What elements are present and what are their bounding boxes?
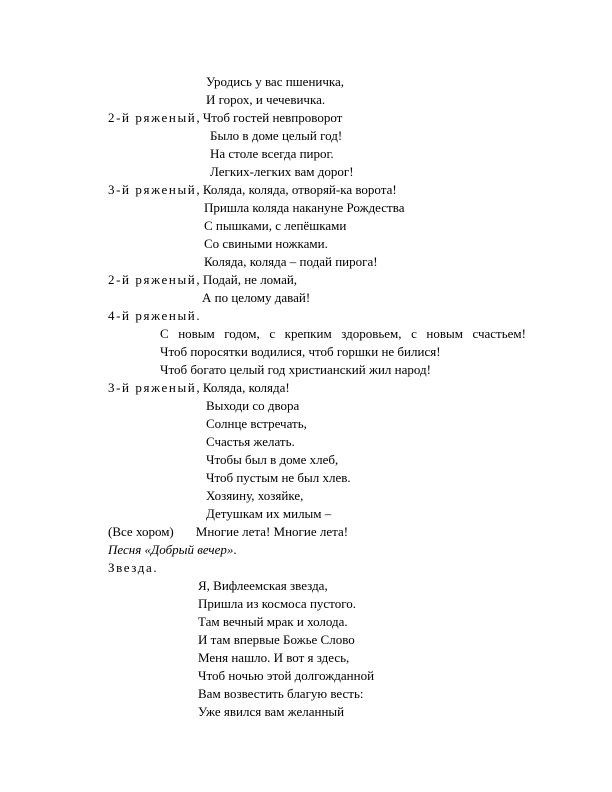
speaker-line xyxy=(108,182,397,197)
verse-line: И горох, и чечевичка. xyxy=(206,92,326,107)
verse-text: . xyxy=(196,308,200,323)
verse-line: Солнце встречать, xyxy=(206,416,307,431)
word: С xyxy=(160,326,169,341)
verse-text: , Подай, не ломай, xyxy=(196,272,298,287)
verse-line: Там вечный мрак и холода. xyxy=(198,614,348,629)
word: счастьем! xyxy=(472,326,526,341)
verse-text: . xyxy=(233,542,237,557)
verse-line: А по целому давай! xyxy=(202,290,311,305)
speaker-name: 4-й ряженый xyxy=(108,308,197,323)
word: годом, xyxy=(224,326,260,341)
verse-line: Уже явился вам желанный xyxy=(198,704,345,719)
word: новым xyxy=(426,326,463,341)
verse-line: Чтоб ночью этой долгожданной xyxy=(198,668,375,683)
speaker-name: 3-й ряженый xyxy=(108,380,197,395)
verse-line: Чтоб поросятки водилися, чтоб горшки не билися! xyxy=(160,344,441,359)
verse-line: Уродись у вас пшеничка, xyxy=(206,74,345,89)
chorus-line xyxy=(108,524,348,539)
speaker-name: 2-й ряженый xyxy=(108,110,197,125)
verse-line: С пышками, с лепёшками xyxy=(204,218,347,233)
speaker-line xyxy=(108,272,297,287)
word: новым xyxy=(178,326,215,341)
verse-line: И там впервые Божье Слово xyxy=(198,632,355,647)
verse-line: Пришла из космоса пустого. xyxy=(198,596,356,611)
verse-text: , Коляда, коляда! xyxy=(196,380,290,395)
speaker-name: 3-й ряженый xyxy=(108,182,197,197)
verse-line: Чтобы был в доме хлеб, xyxy=(206,452,339,467)
verse-line: Я, Вифлеемская звезда, xyxy=(198,578,328,593)
speaker-name: Звезда xyxy=(108,560,154,575)
word: с xyxy=(269,326,276,341)
verse-line: Чтоб пустым не был хлев. xyxy=(206,470,351,485)
verse-line: Легких-легких вам дорог! xyxy=(210,164,354,179)
verse-line: Вам возвестить благую весть: xyxy=(198,686,364,701)
verse-line: На столе всегда пирог. xyxy=(210,146,334,161)
speaker-line xyxy=(108,380,290,395)
word: с xyxy=(411,326,417,341)
verse-line: Со свиными ножками. xyxy=(204,236,328,251)
song-title-line xyxy=(108,542,237,557)
verse-line: Пришла коляда накануне Рождества xyxy=(204,200,405,215)
justified-verse-line xyxy=(160,326,526,341)
speaker-name: 2-й ряженый xyxy=(108,272,197,287)
verse-line: Выходи со двора xyxy=(206,398,300,413)
verse-text: . xyxy=(153,560,157,575)
verse-line: Меня нашло. И вот я здесь, xyxy=(198,650,350,665)
verse-text: Многие лета! Многие лета! xyxy=(195,524,349,539)
verse-line: Счастья желать. xyxy=(206,434,295,449)
word: крепким xyxy=(284,326,332,341)
word: здоровьем, xyxy=(341,326,402,341)
song-title: Песня «Добрый вечер» xyxy=(108,542,234,557)
chorus-label: (Все хором) xyxy=(108,524,174,539)
verse-line: Хозяину, хозяйке, xyxy=(206,488,304,503)
verse-text: , Чтоб гостей невпроворот xyxy=(196,110,343,125)
verse-line: Детушкам их милым – xyxy=(206,506,332,521)
verse-line: Было в доме целый год! xyxy=(210,128,343,143)
verse-line: Коляда, коляда – подай пирога! xyxy=(204,254,378,269)
speaker-line xyxy=(108,560,157,575)
verse-line: Чтоб богато целый год христианский жил народ! xyxy=(160,362,431,377)
verse-text: , Коляда, коляда, отворяй-ка ворота! xyxy=(196,182,397,197)
speaker-line xyxy=(108,308,200,323)
speaker-line xyxy=(108,110,342,125)
